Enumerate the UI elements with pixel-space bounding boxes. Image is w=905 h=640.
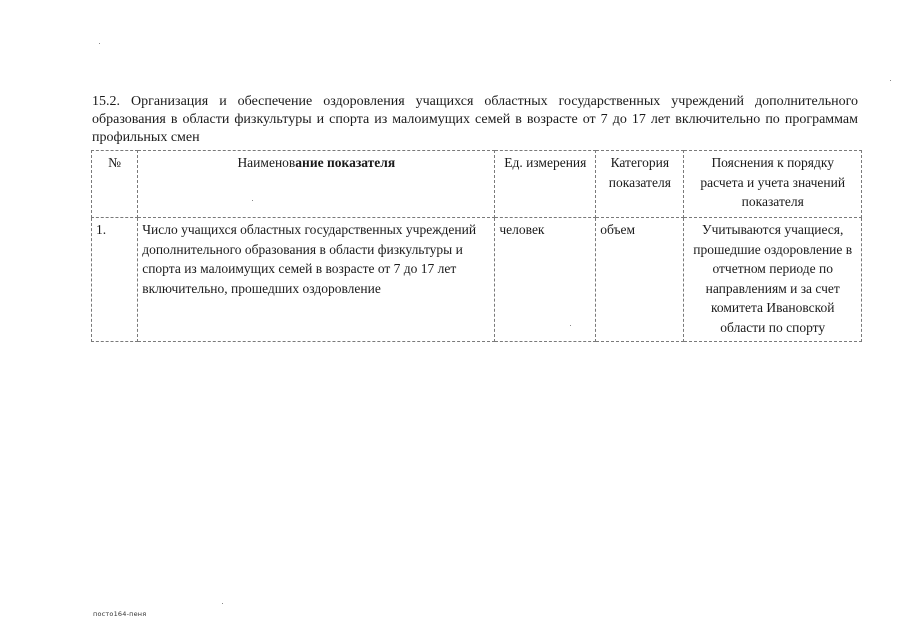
header-name-part-2: ание показателя: [295, 155, 396, 170]
row-number: 1.: [92, 218, 138, 342]
scan-speck: [99, 43, 100, 44]
scan-speck: [222, 603, 223, 604]
header-unit: Ед. измерения: [495, 151, 596, 218]
table-header-row: [92, 151, 862, 218]
table-row: [92, 218, 862, 342]
header-name-part-1: Наименов: [237, 155, 296, 170]
header-explanation: Пояснения к порядку расчета и учета значений показателя: [684, 151, 862, 218]
indicators-table: [91, 150, 862, 342]
row-category: объем: [596, 218, 684, 342]
row-indicator-name: Число учащихся областных государственных учреждений дополнительного образования в области физкультуры и спорта из малоимущих семей в возрасте от 7 до 17 лет включительно, прошедших оздоровление: [138, 218, 495, 342]
header-category: Категория показателя: [596, 151, 684, 218]
footer-file-label: посто164-пеня: [93, 610, 147, 618]
scan-speck: [890, 80, 891, 81]
header-name: [138, 151, 495, 218]
section-heading: 15.2. Организация и обеспечение оздоровления учащихся областных государственных учреждений дополнительного образования в области физкультуры и спорта из малоимущих семей в возрасте от 7 до 17 лет включительно по программам профильных смен: [92, 94, 858, 145]
row-unit: человек: [495, 218, 596, 342]
row-explanation: Учитываются учащиеся, прошедшие оздоровление в отчетном периоде по направлениям и за счет комитета Ивановской области по спорту: [684, 218, 862, 342]
header-number: №: [92, 151, 138, 218]
